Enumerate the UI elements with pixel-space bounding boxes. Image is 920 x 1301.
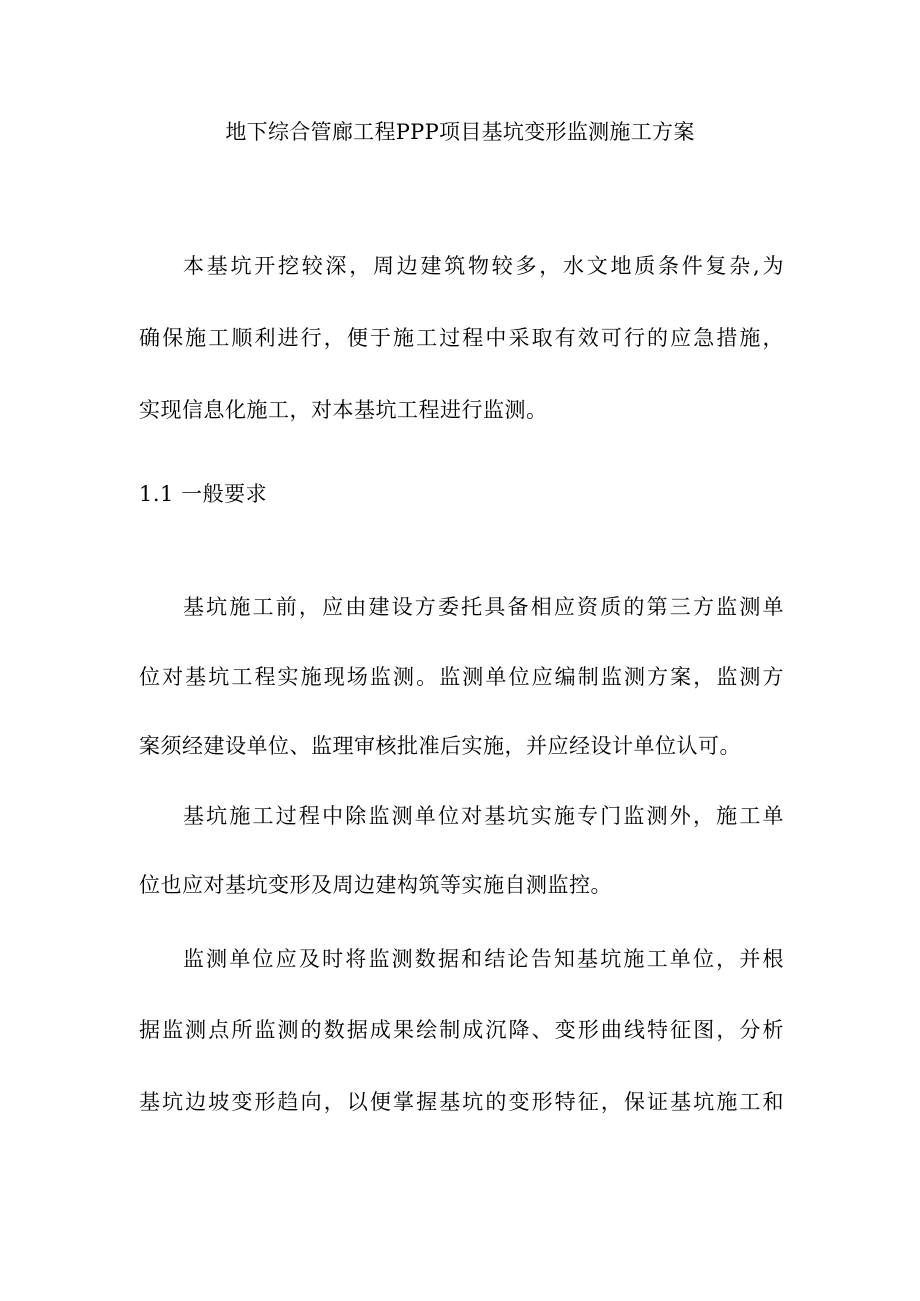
paragraph-1-line-1: 本基坑开挖较深，周边建筑物较多，水文地质条件复杂,为 <box>183 254 784 278</box>
paragraph-3-line-2: 位也应对基坑变形及周边建构筑等实施自测监控。 <box>139 873 612 897</box>
paragraph-1-line-3: 实现信息化施工，对本基坑工程进行监测。 <box>139 398 548 422</box>
paragraph-2-line-1: 基坑施工前，应由建设方委托具备相应资质的第三方监测单 <box>183 595 784 619</box>
paragraph-4-line-2: 据监测点所监测的数据成果绘制成沉降、变形曲线特征图，分析 <box>139 1018 784 1042</box>
paragraph-4-line-1: 监测单位应及时将监测数据和结论告知基坑施工单位，并根 <box>183 947 784 971</box>
paragraph-4-line-3: 基坑边坡变形趋向，以便掌握基坑的变形特征，保证基坑施工和 <box>139 1090 784 1114</box>
document-title: 地下综合管廊工程PPP项目基坑变形监测施工方案 <box>225 120 695 144</box>
paragraph-1-line-2: 确保施工顺利进行，便于施工过程中采取有效可行的应急措施， <box>139 326 784 350</box>
section-heading-1-1: 1.1 一般要求 <box>139 482 268 506</box>
paragraph-3-line-1: 基坑施工过程中除监测单位对基坑实施专门监测外，施工单 <box>183 804 784 828</box>
paragraph-2-line-3: 案须经建设单位、监理审核批准后实施，并应经设计单位认可。 <box>139 734 741 758</box>
paragraph-2-line-2: 位对基坑工程实施现场监测。监测单位应编制监测方案，监测方 <box>139 665 784 689</box>
